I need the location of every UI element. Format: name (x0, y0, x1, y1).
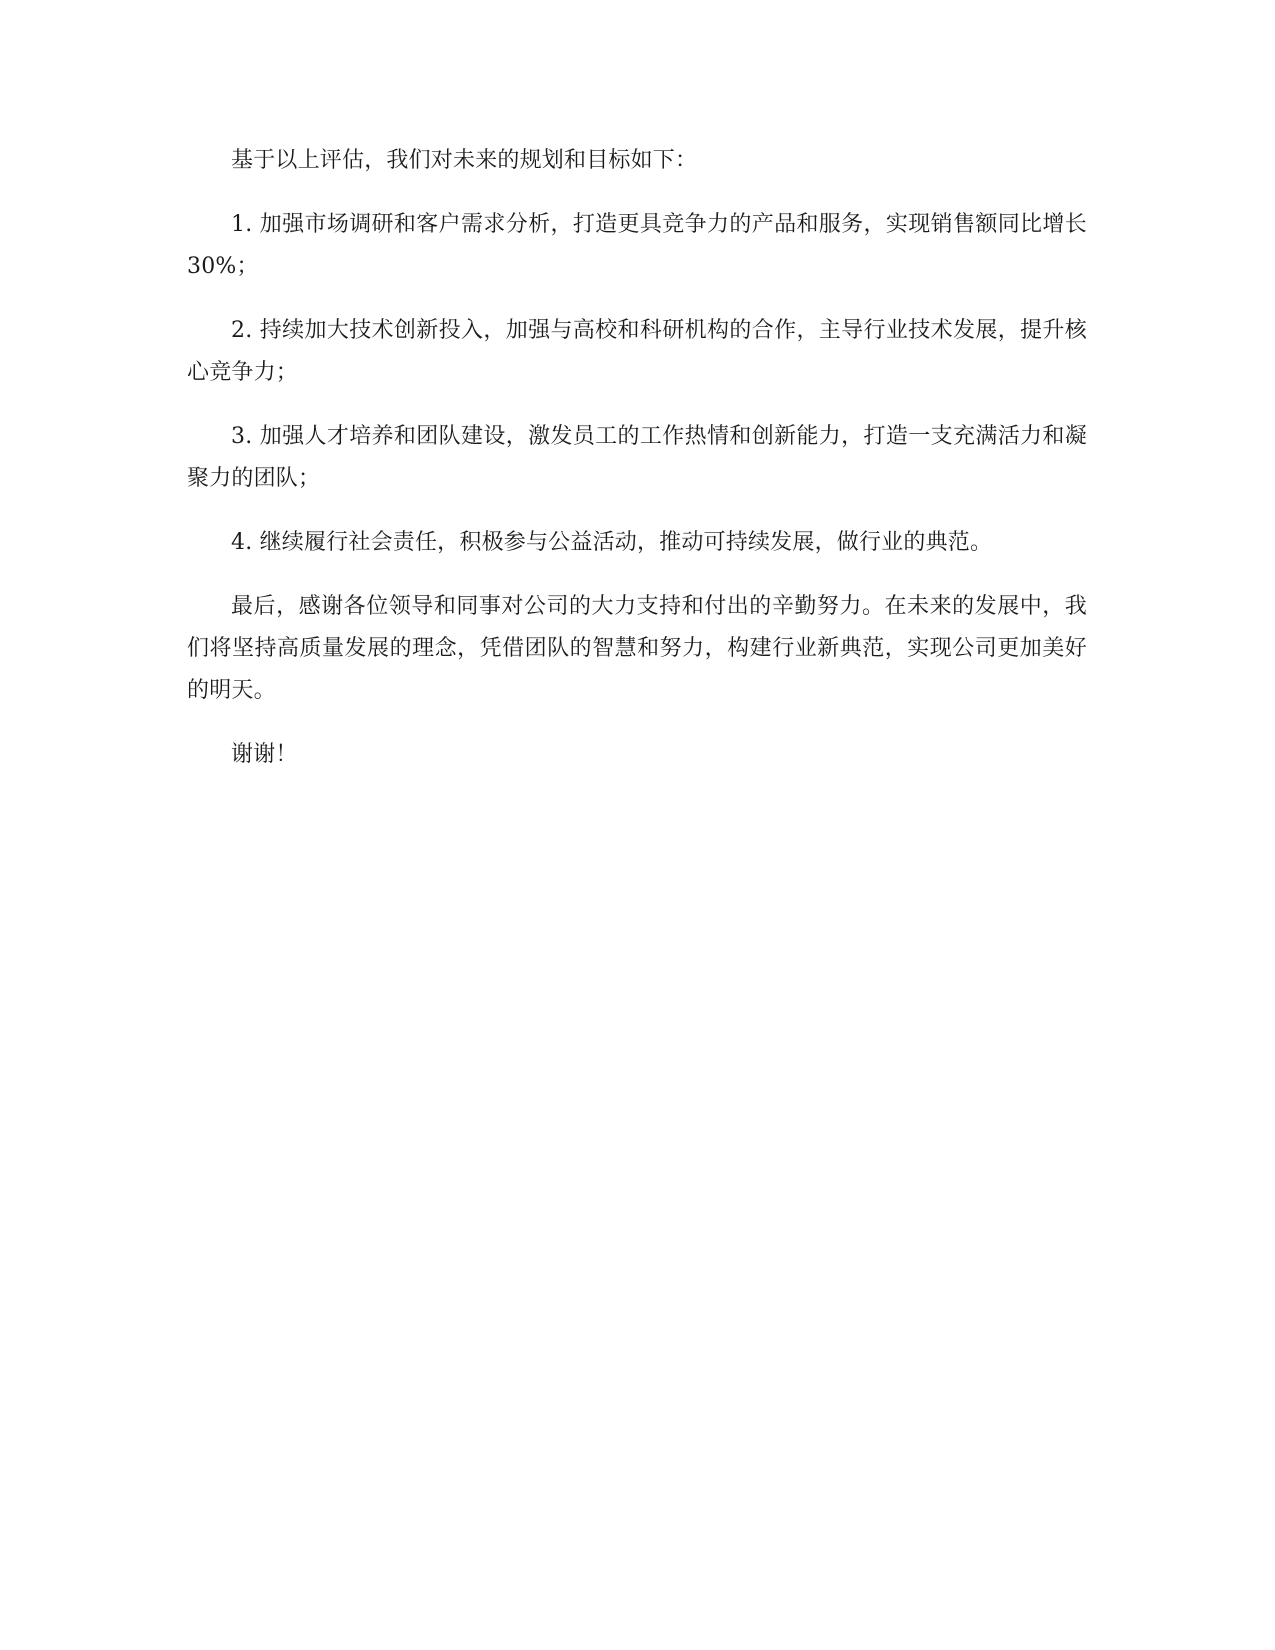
intro-paragraph: 基于以上评估，我们对未来的规划和目标如下： (231, 148, 698, 173)
document-body (187, 140, 1087, 798)
goal-item-2: 2. 持续加大技术创新投入，加强与高校和科研机构的合作，主导行业技术发展，提升核心竞争力； (187, 318, 1087, 385)
thanks-line: 谢谢！ (231, 742, 298, 767)
goal-item-1: 1. 加强市场调研和客户需求分析，打造更具竞争力的产品和服务，实现销售额同比增长 30%； (187, 212, 1087, 279)
goal-item-4: 4. 继续履行社会责任，积极参与公益活动，推动可持续发展，做行业的典范。 (231, 530, 993, 555)
goal-item-3: 3. 加强人才培养和团队建设，激发员工的工作热情和创新能力，打造一支充满活力和凝聚力的团队； (187, 424, 1087, 491)
closing-paragraph: 最后，感谢各位领导和同事对公司的大力支持和付出的辛勤努力。在未来的发展中，我们将坚持高质量发展的理念，凭借团队的智慧和努力，构建行业新典范，实现公司更加美好的明天。 (187, 594, 1087, 703)
